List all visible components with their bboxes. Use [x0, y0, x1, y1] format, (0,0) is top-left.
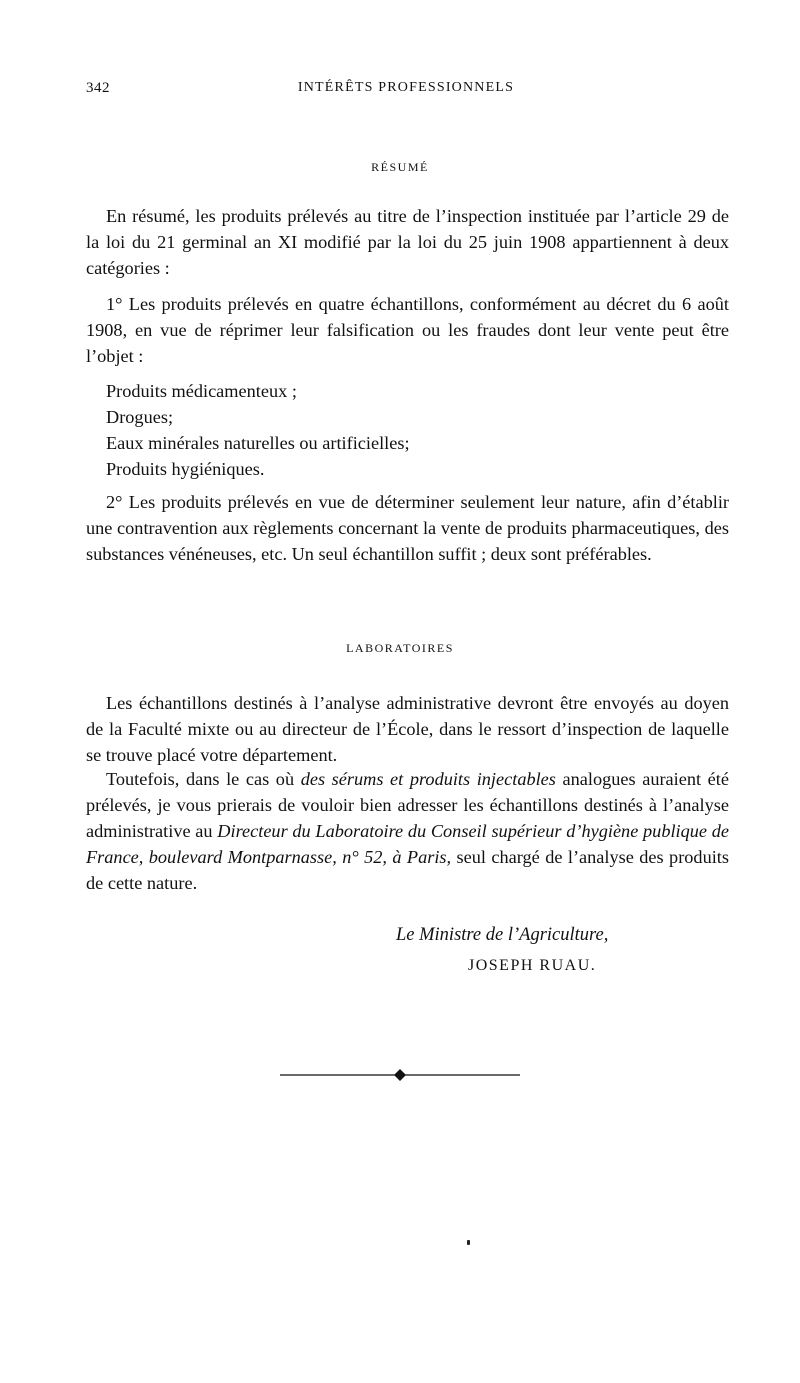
ornamental-divider — [280, 1068, 520, 1082]
p2-text-1: Toutefois, dans le cas où — [106, 769, 301, 789]
list-item: Produits hygiéniques. — [106, 459, 265, 479]
list-item: Drogues; — [106, 407, 174, 427]
summary-intro-paragraph — [86, 203, 729, 281]
running-head — [86, 80, 726, 100]
product-list — [106, 378, 706, 482]
laboratories-paragraph-2-text — [86, 766, 729, 896]
summary-point-2-text: 2° Les produits prélevés en vue de déterminer seulement leur nature, afin d’établir une contravention aux règlements concernant la vente de produits pharmaceutiques, des substances vénéneuses, etc. Un seul échantillon suffit ; deux sont préférables. — [86, 492, 729, 564]
p2-text-2: analogues auraient été prélevés, je vous prierais de vouloir bien adresser les échantillons destinés à l’analyse administrative au — [86, 769, 729, 841]
laboratories-paragraph-2 — [86, 766, 729, 896]
section-title-laboratories: LABORATOIRES — [346, 641, 454, 655]
running-title: INTÉRÊTS PROFESSIONNELS — [297, 80, 515, 95]
section-title-summary: RÉSUMÉ — [371, 160, 429, 174]
summary-point-1 — [86, 291, 729, 369]
p2-italic-1: des sérums et produits injectables — [300, 769, 556, 789]
laboratories-paragraph-1 — [86, 690, 729, 768]
diamond-icon — [394, 1069, 406, 1081]
p2-text-3: seul chargé de l’analyse des produits de cette nature. — [86, 847, 729, 893]
page-number: 342 — [86, 80, 110, 96]
ink-speck — [467, 1240, 470, 1245]
list-item: Eaux minérales naturelles ou artificielles; — [106, 433, 410, 453]
summary-intro-text: En résumé, les produits prélevés au titre de l’inspection instituée par l’article 29 de la loi du 21 germinal an XI modifié par la loi du 25 juin 1908 appartiennent à deux catégories : — [86, 206, 729, 278]
p2-italic-2: Directeur du Laboratoire du Conseil supérieur d’hygiène publique de France, boulevard Montparnasse, n° 52, à Paris, — [86, 821, 729, 867]
summary-point-1-text: 1° Les produits prélevés en quatre échantillons, conformément au décret du 6 août 1908, en vue de réprimer leur falsification ou les fraudes dont leur vente peut être l’objet : — [86, 294, 729, 366]
signature-name: JOSEPH RUAU. — [468, 957, 597, 974]
laboratories-paragraph-1-text: Les échantillons destinés à l’analyse administrative devront être envoyés au doyen de la Faculté mixte ou au directeur de l’École, dans le ressort d’inspection de laquelle se trouve placé votre département. — [86, 693, 729, 765]
signature-title: Le Ministre de l’Agriculture, — [396, 925, 609, 945]
summary-point-2 — [86, 489, 729, 567]
list-item: Produits médicamenteux ; — [106, 381, 297, 401]
